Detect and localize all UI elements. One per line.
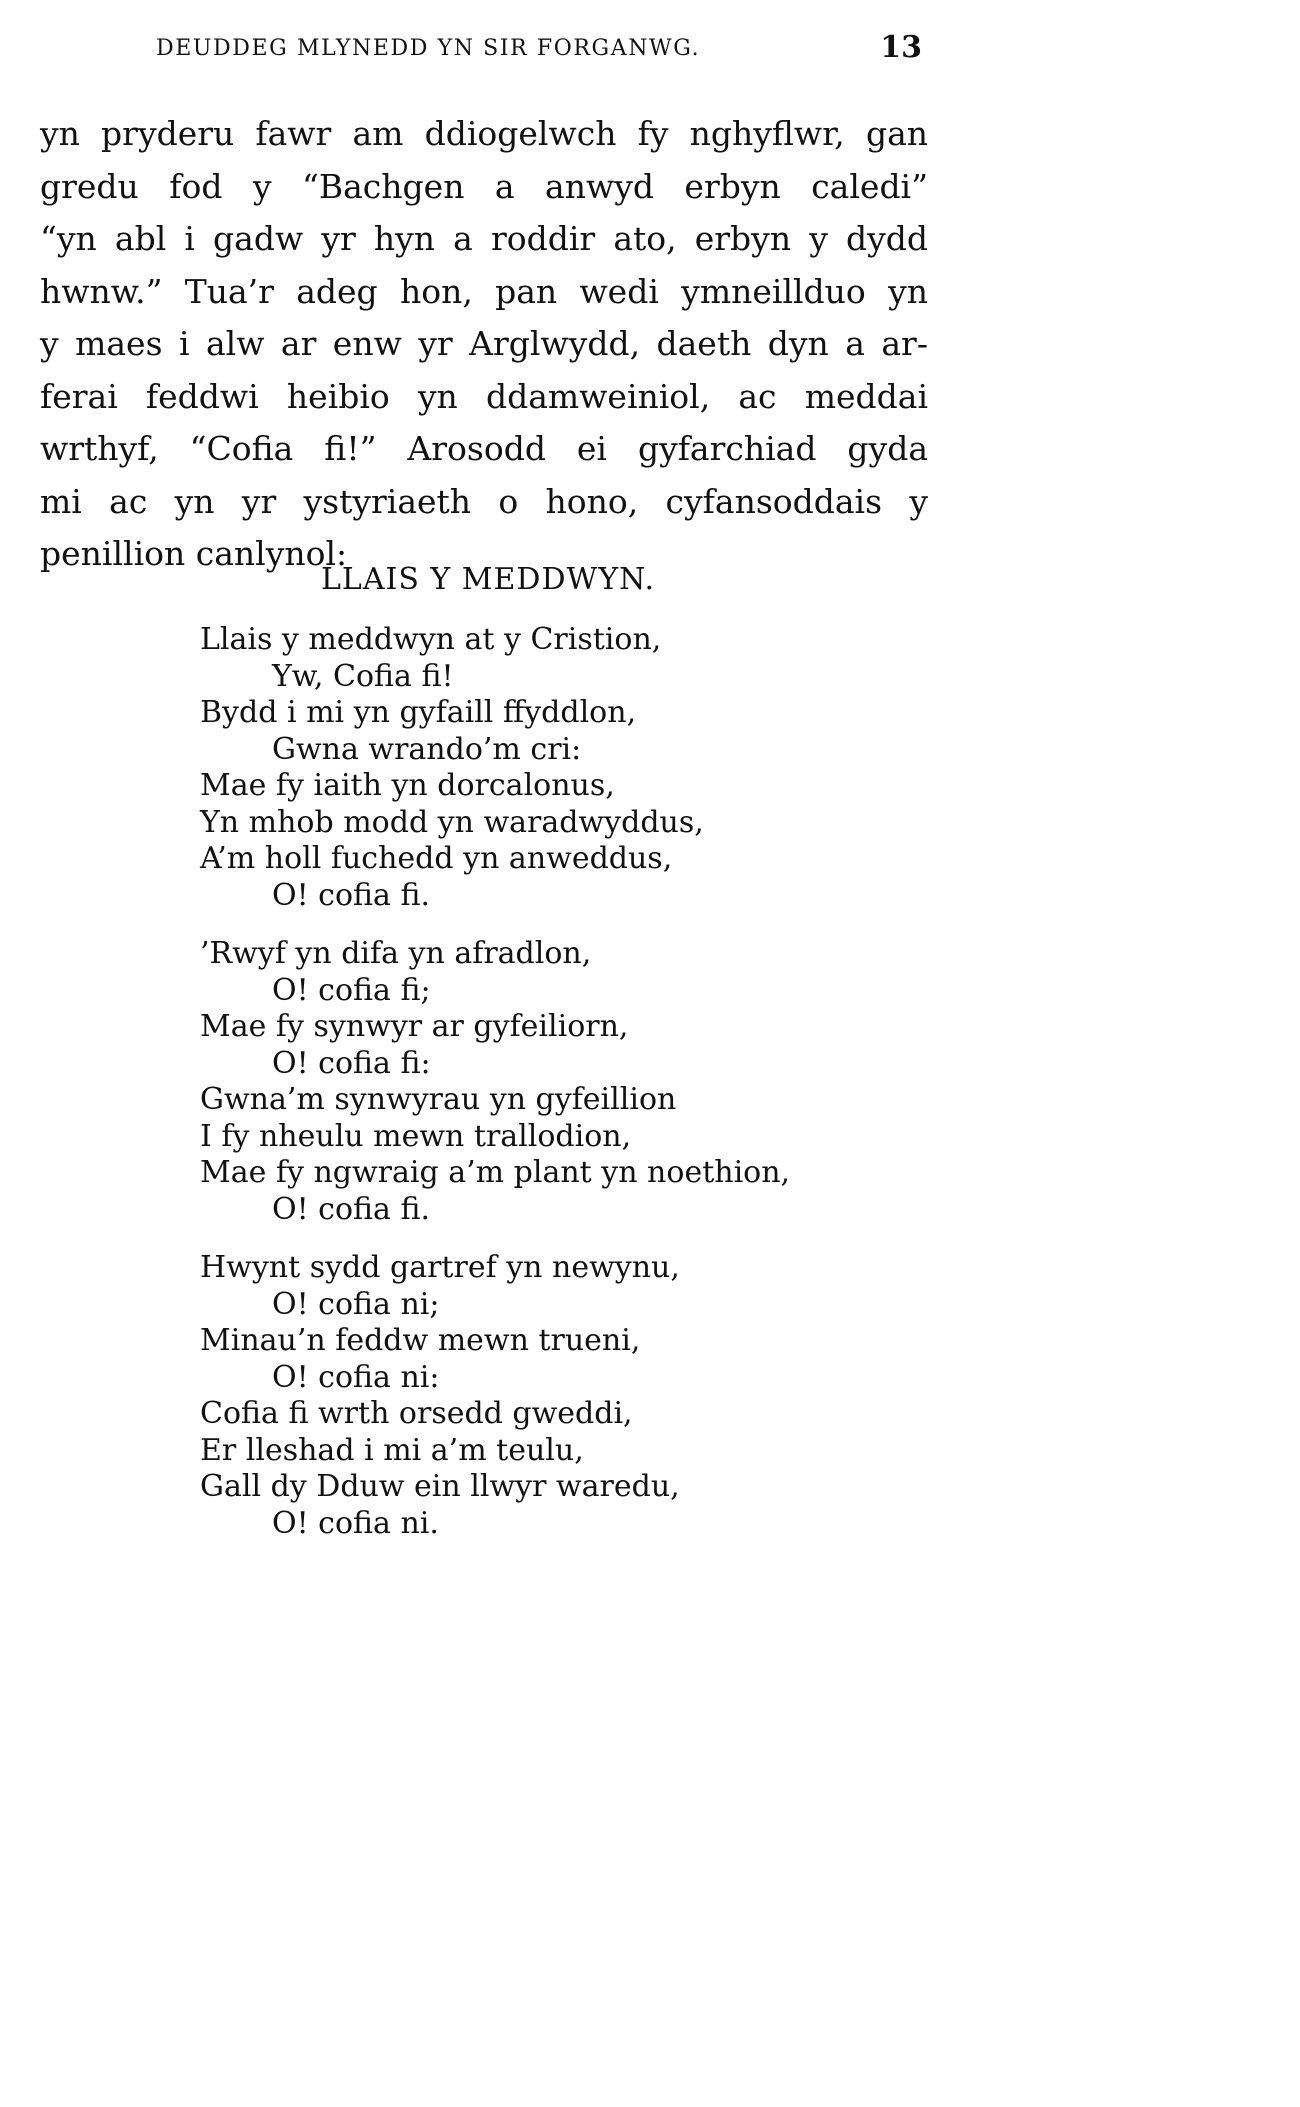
poem-line: Mae fy synwyr ar gyfeiliorn, bbox=[200, 1009, 629, 1044]
poem-line: O! cofia ni; bbox=[272, 1286, 440, 1322]
page-number: 13 bbox=[880, 30, 922, 65]
prose-paragraph bbox=[40, 108, 928, 581]
poem-line: Bydd i mi yn gyfaill ffyddlon, bbox=[200, 695, 637, 730]
poem-line: Cofia fi wrth orsedd gweddi, bbox=[200, 1396, 633, 1431]
poem-line: O! cofia fi: bbox=[272, 1045, 431, 1081]
prose-line: yn pryderu fawr am ddiogelwch fy nghyflwr, gan bbox=[40, 114, 928, 153]
poem-line: O! cofia fi. bbox=[272, 1191, 431, 1227]
prose-line: y maes i alw ar enw yr Arglwydd, daeth dyn a ar- bbox=[40, 324, 928, 363]
poem-line: Gwna wrando’m cri: bbox=[272, 731, 582, 767]
poem-stanza bbox=[200, 936, 790, 1228]
prose-line: penillion canlynol: bbox=[40, 534, 348, 573]
poem-line: O! cofia fi; bbox=[272, 972, 431, 1008]
poem-stanza bbox=[200, 622, 790, 914]
poem-line: Hwynt sydd gartref yn newynu, bbox=[200, 1250, 680, 1285]
poem-line: A’m holl fuchedd yn anweddus, bbox=[200, 841, 673, 876]
poem-line: O! cofia ni. bbox=[272, 1505, 439, 1541]
prose-line: wrthyf, “Cofia fi!” Arosodd ei gyfarchiad gyda bbox=[40, 429, 928, 468]
poem-line: ’Rwyf yn difa yn afradlon, bbox=[200, 936, 592, 971]
poem-line: Gall dy Dduw ein llwyr waredu, bbox=[200, 1469, 680, 1504]
poem-line: I fy nheulu mewn trallodion, bbox=[200, 1118, 632, 1154]
prose-line: mi ac yn yr ystyriaeth o hono, cyfansoddais y bbox=[40, 481, 928, 521]
poem-line: Yw, Cofia fi! bbox=[272, 658, 454, 694]
poem-line: Gwna’m synwyrau yn gyfeillion bbox=[200, 1082, 677, 1117]
poem bbox=[200, 622, 790, 1564]
prose-line: ferai feddwi heibio yn ddamweiniol, ac meddai bbox=[40, 376, 928, 416]
poem-line: O! cofia fi. bbox=[272, 877, 431, 913]
poem-line: Yn mhob modd yn waradwyddus, bbox=[200, 804, 704, 840]
poem-line: O! cofia ni: bbox=[272, 1359, 440, 1395]
poem-line: Llais y meddwyn at y Cristion, bbox=[200, 622, 662, 657]
prose-line: gredu fod y “Bachgen a anwyd erbyn caledi” bbox=[40, 166, 928, 206]
poem-line: Mae fy ngwraig a’m plant yn noethion, bbox=[200, 1155, 791, 1190]
running-title: DEUDDEG MLYNEDD YN SIR FORGANWG. bbox=[156, 36, 701, 61]
poem-line: Minau’n feddw mewn trueni, bbox=[200, 1323, 641, 1358]
poem-stanza bbox=[200, 1250, 790, 1542]
poem-line: Er lleshad i mi a’m teulu, bbox=[200, 1432, 584, 1468]
poem-title: LLAIS Y MEDDWYN. bbox=[320, 562, 656, 597]
prose-line: “yn abl i gadw yr hyn a roddir ato, erbyn y dydd bbox=[40, 219, 928, 258]
poem-line: Mae fy iaith yn dorcalonus, bbox=[200, 768, 615, 803]
prose-line: hwnw.” Tua’r adeg hon, pan wedi ymneillduo yn bbox=[40, 271, 928, 311]
